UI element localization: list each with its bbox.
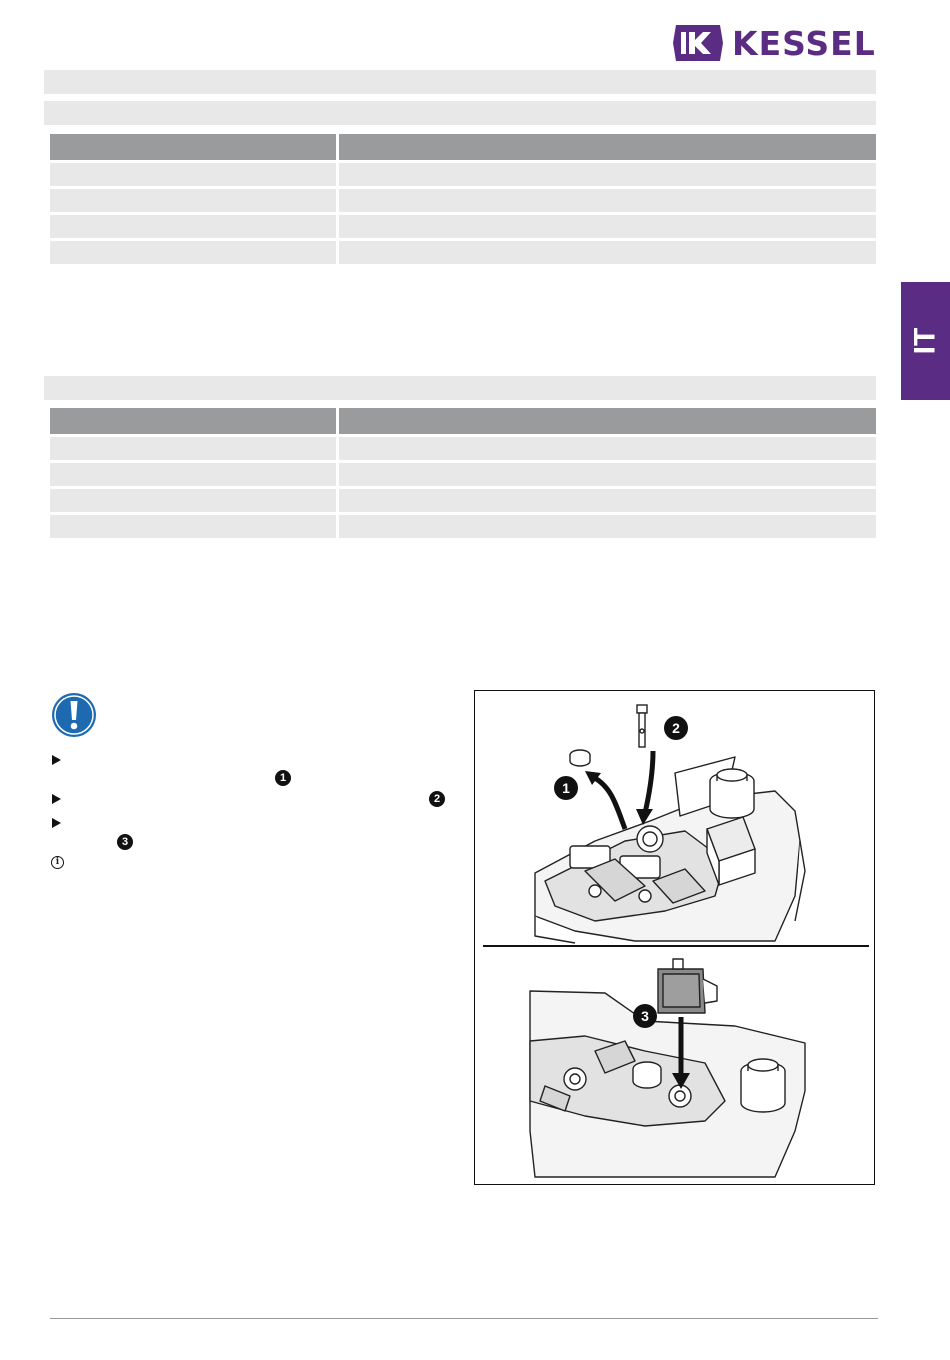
kessel-logo [672,22,876,64]
table-row [50,437,876,460]
info-icon: i [51,856,64,869]
footer-rule [50,1318,878,1319]
callout-number-1: 1 [275,770,291,786]
section-heading-bar [44,70,876,94]
table-header-cell [50,408,339,434]
table-row [50,215,876,238]
figure-callout-1: 1 [562,780,570,796]
table-cell [50,189,339,212]
figure-callout-2: 2 [672,720,680,736]
table-cell [339,463,876,486]
table-cell [339,163,876,186]
callout-number-3: 3 [117,834,133,850]
table-row [50,489,876,512]
exclamation-circle-icon [51,692,97,738]
table-row [50,163,876,186]
table-cell [339,215,876,238]
subsection-heading-bar [44,101,876,125]
kessel-logo-mark [672,24,724,62]
installation-drawing [475,691,875,1185]
table-cell [50,241,339,264]
table-cell [50,515,339,538]
language-tab-label: IT [908,327,942,355]
table-cell [339,437,876,460]
table-row [50,515,876,538]
table-cell [339,515,876,538]
figure-divider [483,945,869,947]
table-cell [50,489,339,512]
triangle-bullet-icon [52,755,61,765]
table-header-cell [50,134,339,160]
installation-figure [474,690,875,1185]
table-cell [50,215,339,238]
spec-table-2 [50,405,876,541]
spec-table-1 [50,131,876,267]
table-cell [339,241,876,264]
table-header-row [50,134,876,160]
brand-name: KESSEL [732,23,876,63]
section-heading-bar-2 [44,376,876,400]
table-cell [50,163,339,186]
table-cell [339,489,876,512]
language-tab[interactable] [901,282,950,400]
callout-number-2: 2 [429,791,445,807]
table-row [50,463,876,486]
figure-callout-3: 3 [641,1008,649,1024]
table-row [50,189,876,212]
table-header-cell [339,134,876,160]
table-cell [339,189,876,212]
table-cell [50,463,339,486]
triangle-bullet-icon [52,818,61,828]
table-header-row [50,408,876,434]
triangle-bullet-icon [52,794,61,804]
table-header-cell [339,408,876,434]
table-cell [50,437,339,460]
table-row [50,241,876,264]
